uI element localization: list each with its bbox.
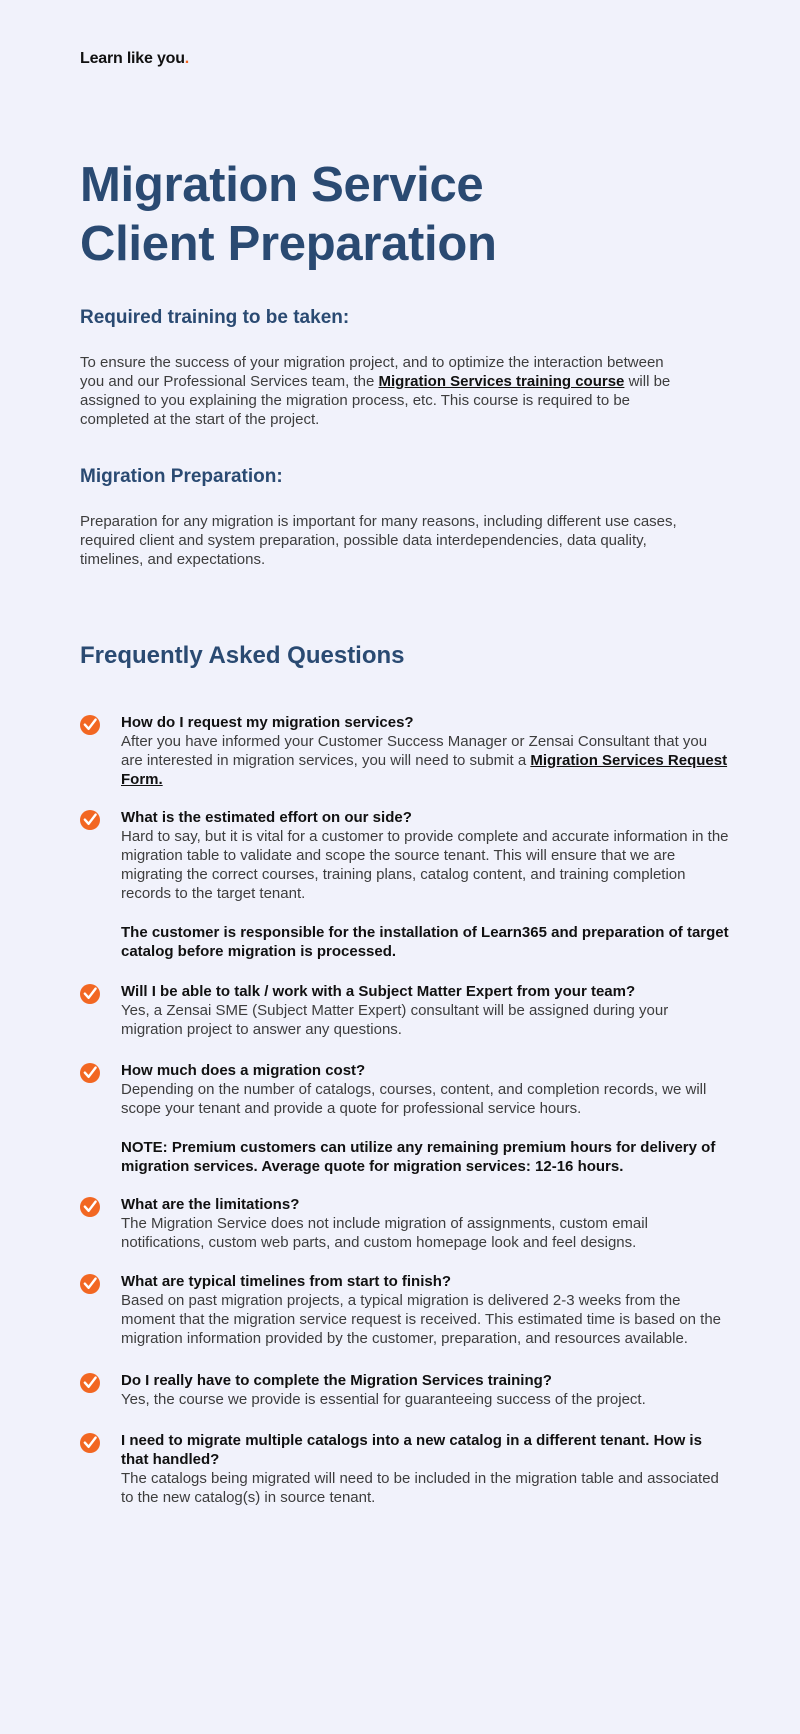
faq-answer: The Migration Service does not include migration of assignments, custom email notifications, custom web parts, and custom homepage look and feel designs.	[121, 1215, 648, 1251]
page-title	[80, 156, 720, 274]
migration-preparation-text: Preparation for any migration is important for many reasons, including different use cases, required client and system preparation, possible data interdependencies, data quality, timelines, and expectations.	[80, 513, 677, 568]
faq-body	[121, 808, 730, 961]
check-circle-icon	[80, 1274, 100, 1294]
faq-question: How much does a migration cost?	[121, 1062, 366, 1079]
required-training-section	[80, 307, 680, 429]
faq-body	[121, 713, 730, 789]
faq-note: The customer is responsible for the installation of Learn365 and preparation of target catalog before migration is processed.	[121, 924, 729, 960]
faq-body	[121, 1272, 730, 1348]
faq-answer	[121, 732, 730, 789]
required-training-text-after: will be assigned to you explaining the migration process, etc. This course is required to be completed at the start of the project.	[80, 373, 671, 428]
faq-item	[80, 808, 730, 961]
faq-item	[80, 1195, 730, 1252]
faq-item	[80, 713, 730, 789]
faq-body	[121, 982, 730, 1039]
logo	[80, 50, 189, 68]
faq-answer: Depending on the number of catalogs, courses, content, and completion records, we will scope your tenant and provide a quote for professional service hours.	[121, 1081, 707, 1117]
faq-body	[121, 1195, 730, 1252]
faq-item	[80, 1272, 730, 1348]
training-course-link[interactable]: Migration Services training course	[378, 373, 625, 390]
faq-question: What is the estimated effort on our side?	[121, 809, 412, 826]
faq-answer: The catalogs being migrated will need to be included in the migration table and associated to the new catalog(s) in source tenant.	[121, 1470, 719, 1506]
faq-item	[80, 1061, 730, 1176]
logo-dot: .	[184, 50, 190, 67]
faq-question: What are typical timelines from start to finish?	[121, 1273, 452, 1290]
check-circle-icon	[80, 810, 100, 830]
required-training-text	[80, 353, 680, 429]
request-form-link[interactable]: Migration Services Request Form.	[121, 752, 728, 788]
faq-heading: Frequently Asked Questions	[80, 642, 405, 669]
page-title-line-1: Migration Service	[80, 158, 484, 212]
logo-text: Learn like you	[80, 50, 185, 67]
migration-preparation-heading: Migration Preparation:	[80, 466, 283, 487]
faq-body	[121, 1371, 730, 1409]
faq-body	[121, 1431, 730, 1507]
faq-question: Do I really have to complete the Migration Services training?	[121, 1372, 552, 1389]
check-circle-icon	[80, 1197, 100, 1217]
check-circle-icon	[80, 715, 100, 735]
faq-answer: Yes, a Zensai SME (Subject Matter Expert) consultant will be assigned during your migration project to answer any questions.	[121, 1002, 669, 1038]
faq-answer: Hard to say, but it is vital for a customer to provide complete and accurate information in the migration table to validate and scope the source tenant. This will ensure that we are migrating the correct courses, training plans, catalog content, and training completion records to the target tenant.	[121, 828, 729, 902]
faq-item	[80, 1431, 730, 1507]
required-training-heading: Required training to be taken:	[80, 307, 350, 328]
page-title-line-2: Client Preparation	[80, 217, 497, 271]
faq-question: How do I request my migration services?	[121, 714, 414, 731]
faq-note: NOTE: Premium customers can utilize any remaining premium hours for delivery of migration services. Average quote for migration services: 12-16 hours.	[121, 1139, 716, 1175]
check-circle-icon	[80, 1433, 100, 1453]
faq-item	[80, 1371, 730, 1409]
check-circle-icon	[80, 1063, 100, 1083]
faq-body	[121, 1061, 730, 1176]
check-circle-icon	[80, 984, 100, 1004]
required-training-text-before: To ensure the success of your migration project, and to optimize the interaction between you and our Professional Services team, the	[80, 354, 664, 390]
faq-question: Will I be able to talk / work with a Subject Matter Expert from your team?	[121, 983, 636, 1000]
faq-question: I need to migrate multiple catalogs into a new catalog in a different tenant. How is that handled?	[121, 1432, 702, 1468]
faq-answer: Yes, the course we provide is essential for guaranteeing success of the project.	[121, 1391, 646, 1408]
faq-item	[80, 982, 730, 1039]
check-circle-icon	[80, 1373, 100, 1393]
faq-answer: Based on past migration projects, a typical migration is delivered 2-3 weeks from the moment that the migration service request is received. This estimated time is based on the migration information provided by the customer, preparation, and resources available.	[121, 1292, 722, 1347]
faq-answer-text: After you have informed your Customer Success Manager or Zensai Consultant that you are interested in migration services, you will need to submit a	[121, 733, 708, 769]
migration-preparation-section	[80, 466, 680, 569]
faq-question: What are the limitations?	[121, 1196, 300, 1213]
